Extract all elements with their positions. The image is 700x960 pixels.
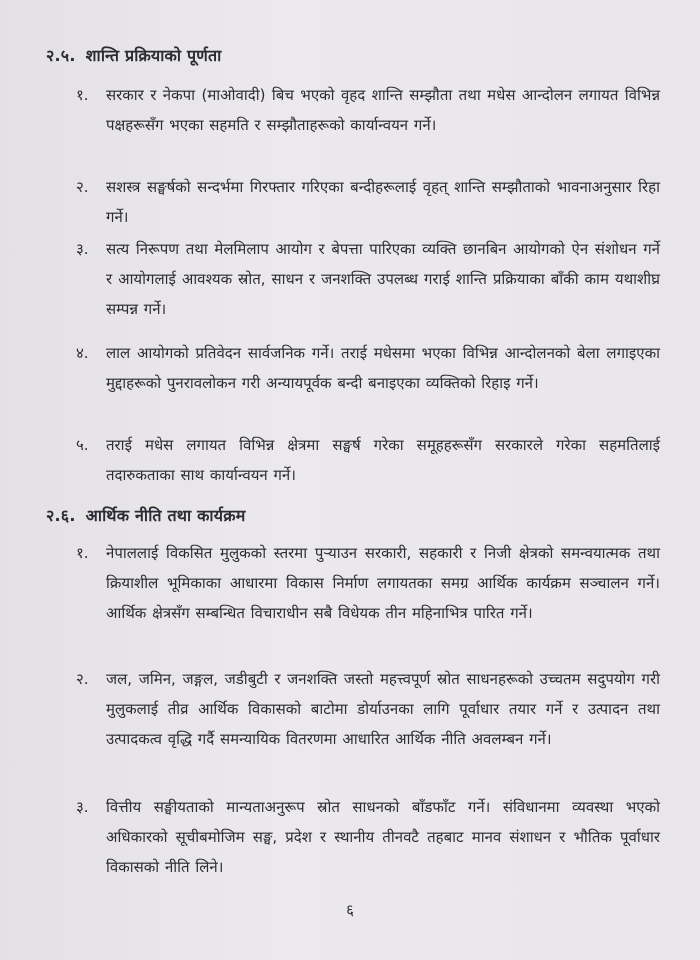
list-item-text: लाल आयोगको प्रतिवेदन सार्वजनिक गर्ने। तराई मधेसमा भएका विभिन्न आन्दोलनको बेला लगाइएका मुद्दाहरूको पुनरावलोकन गरी अन्यायपूर्वक बन्दी बनाइएका व्यक्तिको रिहाइ गर्ने। [106, 344, 660, 392]
list-item-text: सरकार र नेकपा (माओवादी) बिच भएको वृहद शान्ति सम्झौता तथा मधेस आन्दोलन लगायत विभिन्न पक्षहरूसँग भएका सहमति र सम्झौताहरूको कार्यान्वयन गर्ने। [106, 86, 660, 134]
section-heading-2-5 [46, 44, 221, 66]
list-item-text: नेपाललाई विकसित मुलुकको स्तरमा पुऱ्याउन सरकारी, सहकारी र निजी क्षेत्रको समन्वयात्मक तथा क्रियाशील भूमिकाका आधारमा विकास निर्माण लगायतका समग्र आर्थिक कार्यक्रम सञ्चालन गर्ने। आर्थिक क्षेत्रसँग सम्बन्धित विचाराधीन सबै विधेयक तीन महिनाभित्र पारित गर्ने। [106, 544, 660, 622]
section-heading-2-6 [46, 504, 245, 526]
list-item-number: ३. [76, 798, 89, 816]
list-item [56, 338, 660, 398]
section-number: २.५. [46, 46, 76, 65]
list-item-text: वित्तीय सङ्घीयताको मान्यताअनुरूप स्रोत साधनको बाँडफाँट गर्ने। संविधानमा व्यवस्था भएको अधिकारको सूचीबमोजिम सङ्घ, प्रदेश र स्थानीय तीनवटै तहबाट मानव संशाधन र भौतिक पूर्वाधार विकासको नीति लिने। [106, 798, 660, 876]
list-item-text: तराई मधेस लगायत विभिन्न क्षेत्रमा सङ्घर्ष गरेका समूहहरूसँग सरकारले गरेका सहमतिलाई तदारुकताका साथ कार्यान्वयन गर्ने। [106, 436, 660, 484]
list-item-number: ५. [76, 436, 89, 454]
section-title: आर्थिक नीति तथा कार्यक्रम [85, 506, 246, 525]
list-item-number: ३. [76, 240, 89, 258]
list-item-text: जल, जमिन, जङ्गल, जडीबुटी र जनशक्ति जस्तो महत्त्वपूर्ण स्रोत साधनहरूको उच्चतम सदुपयोग गरी मुलुकलाई तीव्र आर्थिक विकासको बाटोमा डोर्याउनका लागि पूर्वाधार तयार गर्ने र उत्पादन तथा उत्पादकत्व वृद्धि गर्दै समन्यायिक वितरणमा आधारित आर्थिक नीति अवलम्बन गर्ने। [106, 670, 660, 748]
list-item-number: २. [76, 670, 89, 688]
list-item-number: १. [76, 544, 89, 562]
list-item [56, 234, 660, 324]
list-item [56, 538, 660, 628]
list-item [56, 80, 660, 140]
list-item [56, 792, 660, 882]
list-item-number: ४. [76, 344, 89, 362]
list-item-number: १. [76, 86, 89, 104]
list-item-text: सत्य निरूपण तथा मेलमिलाप आयोग र बेपत्ता पारिएका व्यक्ति छानबिन आयोगको ऐन संशोधन गर्ने र आयोगलाई आवश्यक स्रोत, साधन र जनशक्ति उपलब्ध गराई शान्ति प्रक्रियाका बाँकी काम यथाशीघ्र सम्पन्न गर्ने। [106, 240, 660, 318]
list-item [56, 664, 660, 754]
list-item-text: सशस्त्र सङ्घर्षको सन्दर्भमा गिरफ्तार गरिएका बन्दीहरूलाई वृहत् शान्ति सम्झौताको भावनाअनुसार रिहा गर्ने। [106, 178, 660, 226]
section-number: २.६. [46, 506, 76, 525]
list-item [56, 172, 660, 232]
page-number: ६ [346, 901, 354, 919]
section-title: शान्ति प्रक्रियाको पूर्णता [85, 46, 222, 65]
list-item-number: २. [76, 178, 89, 196]
list-item [56, 430, 660, 490]
